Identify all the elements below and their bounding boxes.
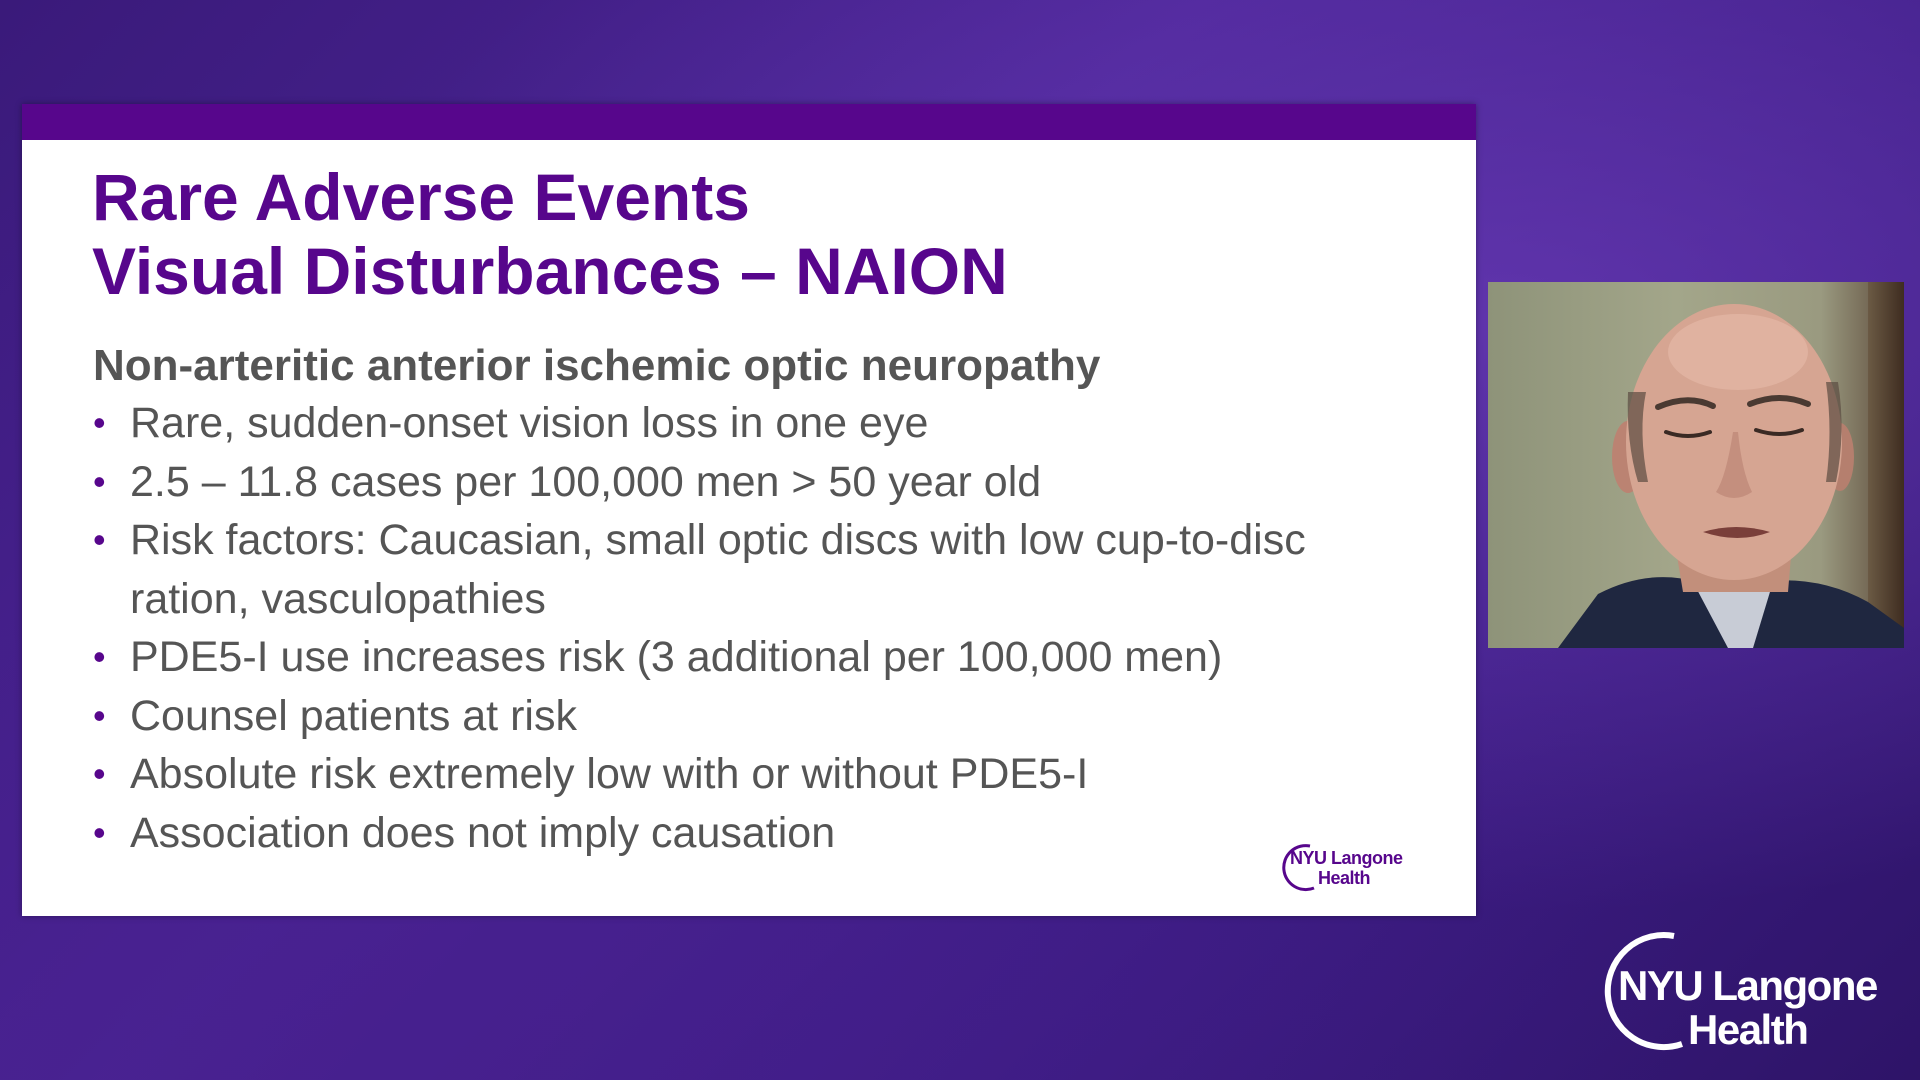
logo-line-1: NYU Langone	[1618, 962, 1877, 1009]
bullet-item	[93, 745, 1433, 804]
bullet-item	[93, 394, 1433, 453]
bullet-text: PDE5-I use increases risk (3 additional per 100,000 men)	[130, 633, 1223, 681]
slide-logo	[1280, 838, 1410, 896]
slide-header-bar	[22, 104, 1476, 140]
slide-title-line-2: Visual Disturbances – NAION	[92, 234, 1008, 308]
slide-title	[92, 160, 1008, 308]
bullet-icon: •	[93, 694, 106, 736]
bullet-text: Absolute risk extremely low with or without PDE5-I	[130, 750, 1089, 798]
bullet-item	[93, 628, 1433, 687]
bullet-icon: •	[93, 753, 106, 794]
presenter-video	[1488, 282, 1904, 648]
bullet-icon: •	[93, 636, 106, 677]
logo-line-2: Health	[1688, 1006, 1808, 1053]
bullet-text: 2.5 – 11.8 cases per 100,000 men > 50 year old	[130, 457, 1042, 506]
bullet-text: Association does not imply causation	[130, 808, 836, 857]
presenter-avatar	[1488, 282, 1904, 648]
bullet-text: Rare, sudden-onset vision loss in one eye	[130, 399, 929, 447]
slide-logo-line-1: NYU Langone	[1290, 848, 1403, 868]
slide-title-line-1: Rare Adverse Events	[92, 160, 750, 234]
bullet-item	[93, 687, 1433, 746]
presentation-slide	[22, 104, 1476, 916]
bullet-icon: •	[93, 402, 106, 443]
bullet-list	[93, 394, 1433, 862]
bullet-item	[93, 804, 1433, 863]
bullet-text: Counsel patients at risk	[130, 691, 577, 740]
slide-logo-line-2: Health	[1318, 868, 1371, 888]
nyu-langone-logo	[1596, 928, 1896, 1052]
slide-subtitle: Non-arteritic anterior ischemic optic neuropathy	[93, 341, 1101, 390]
bullet-item	[93, 511, 1433, 628]
bullet-icon: •	[93, 519, 106, 560]
bullet-icon: •	[93, 460, 106, 502]
bullet-icon: •	[93, 811, 106, 853]
bullet-item	[93, 453, 1433, 512]
bullet-text: Risk factors: Caucasian, small optic discs with low cup-to-disc ration, vasculopathies	[130, 516, 1306, 623]
